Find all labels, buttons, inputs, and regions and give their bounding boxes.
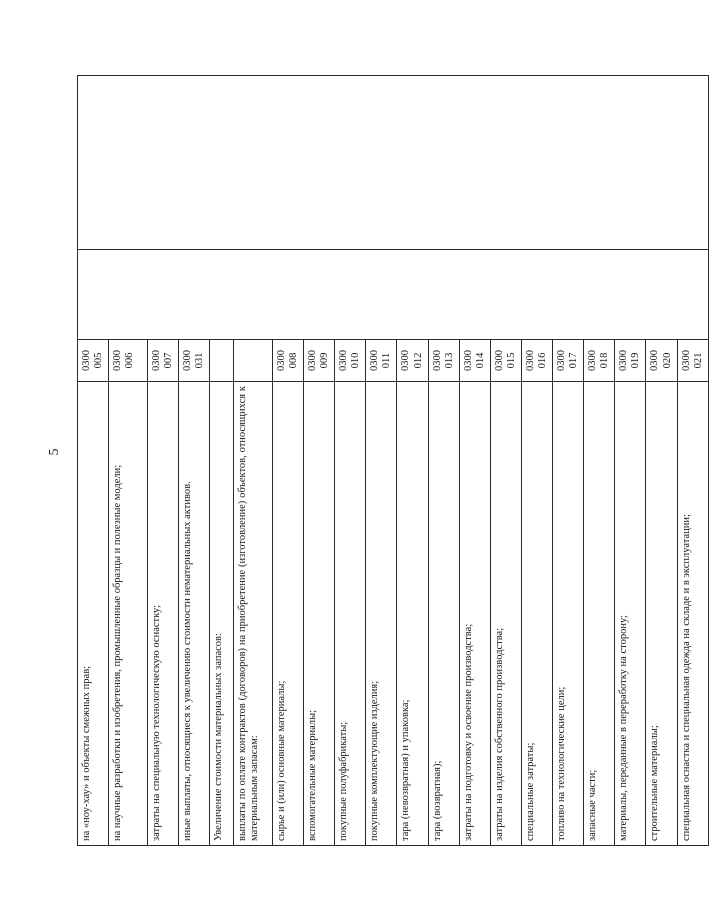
- row-description: на «ноу-хау» и объекты смежных прав;: [78, 382, 109, 846]
- row-description: на научные разработки и изобретения, промышленные образцы и полезные модели;: [109, 382, 148, 846]
- row-code: 0300 009: [304, 340, 335, 382]
- row-code: 0300 011: [366, 340, 397, 382]
- row-code: 0300 020: [646, 340, 677, 382]
- expense-codes-table: [77, 75, 709, 846]
- row-description: затраты на специальную технологическую оснастку;: [148, 382, 179, 846]
- row-code: 0300 006: [109, 340, 148, 382]
- row-code: 0300 012: [397, 340, 428, 382]
- row-description: выплаты по оплате контрактов (договоров) на приобретение (изготовление) объектов, относящихся к материальным запасам:: [233, 382, 272, 846]
- row-code: 0300 008: [272, 340, 303, 382]
- row-description: специальные затраты;: [521, 382, 552, 846]
- row-code: 0300 017: [553, 340, 584, 382]
- empty-column-b: [78, 76, 709, 250]
- row-code: 0300 019: [615, 340, 646, 382]
- row-code: 0300 021: [677, 340, 708, 382]
- row-code: [210, 340, 234, 382]
- row-code: 0300 010: [335, 340, 366, 382]
- row-code: [233, 340, 272, 382]
- row-description: строительные материалы;: [646, 382, 677, 846]
- expense-codes-table-body: [78, 76, 709, 846]
- row-code: 0300 005: [78, 340, 109, 382]
- row-description: тара (возвратная);: [428, 382, 459, 846]
- row-description: затраты на изделия собственного производства;: [490, 382, 521, 846]
- row-description: вспомогательные материалы;: [304, 382, 335, 846]
- page-number: [48, 441, 62, 463]
- table-row: [78, 76, 109, 846]
- row-description: Увеличение стоимости материальных запасов:: [210, 382, 234, 846]
- row-description: покупные полуфабрикаты;: [335, 382, 366, 846]
- row-code: 0300 018: [584, 340, 615, 382]
- row-description: специальная оснастка и специальная одежда на складе и в эксплуатации;: [677, 382, 708, 846]
- row-code: 0300 013: [428, 340, 459, 382]
- row-code: 0300 015: [490, 340, 521, 382]
- row-description: запасные части;: [584, 382, 615, 846]
- row-code: 0300 007: [148, 340, 179, 382]
- row-description: материалы, переданные в переработку на сторону;: [615, 382, 646, 846]
- row-code: 0300 031: [179, 340, 210, 382]
- row-code: 0300 014: [459, 340, 490, 382]
- rotated-document-table-wrapper: [77, 76, 704, 846]
- empty-column-a: [78, 250, 709, 340]
- page-number-text: 5: [47, 448, 62, 456]
- row-description: иные выплаты, относящиеся к увеличению стоимости нематериальных активов.: [179, 382, 210, 846]
- row-description: тара (невозвратная) и упаковка;: [397, 382, 428, 846]
- row-description: сырье и (или) основные материалы;: [272, 382, 303, 846]
- row-description: покупные комплектующие изделия;: [366, 382, 397, 846]
- row-code: 0300 016: [521, 340, 552, 382]
- row-description: затраты на подготовку и освоение производства;: [459, 382, 490, 846]
- row-description: топливо на технологические цели;: [553, 382, 584, 846]
